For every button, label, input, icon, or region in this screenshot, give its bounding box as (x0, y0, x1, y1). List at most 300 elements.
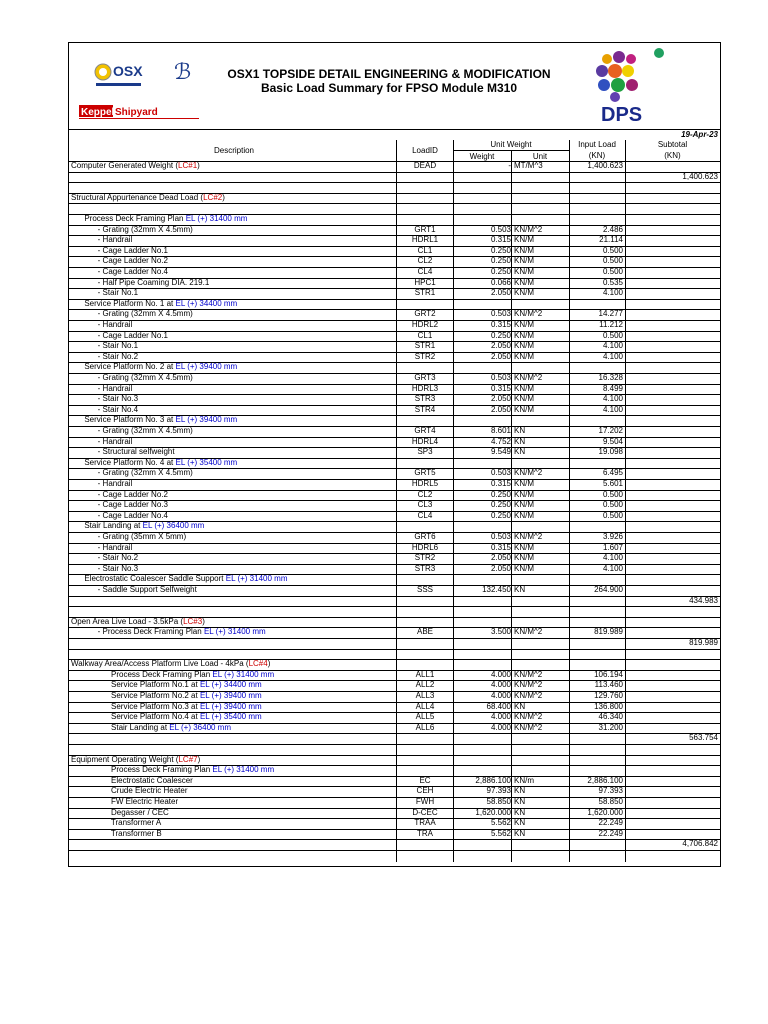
row-loadid (397, 182, 453, 193)
row-subtotal: 4,706.842 (682, 839, 718, 849)
row-description (71, 797, 397, 808)
row-description (71, 638, 397, 649)
row-unit: KN/M^2 (514, 680, 543, 690)
row-unit (514, 172, 569, 183)
svg-text:Shipyard: Shipyard (115, 107, 158, 118)
row-loadid: ALL3 (415, 691, 435, 700)
row-unit (514, 458, 569, 469)
elevation-label: EL (+) 36400 mm (142, 521, 205, 531)
description-tail: ) (222, 192, 225, 202)
row-description (71, 331, 397, 342)
row-unit (514, 193, 569, 204)
row-weight (453, 172, 511, 183)
col-divider (511, 150, 512, 862)
description-text: - Cage Ladder No.2 (71, 489, 168, 499)
row-unit: KN/M (514, 320, 534, 329)
row-loadid: ALL5 (415, 712, 435, 722)
dps-logo-graphic (574, 43, 719, 129)
row-unit: KN/M (514, 256, 534, 266)
row-weight (453, 182, 511, 193)
row-unit (514, 214, 569, 225)
row-subtotal (628, 712, 718, 723)
row-weight: 4.000 (490, 680, 511, 690)
row-description (71, 585, 397, 596)
row-subtotal (628, 511, 718, 522)
row-unit (514, 362, 569, 373)
row-input-load: 19.098 (598, 447, 623, 457)
row-loadid: STR2 (414, 553, 436, 563)
row-input-load: 136.800 (594, 701, 623, 711)
row-input-load (569, 733, 623, 744)
row-input-load (569, 755, 623, 766)
row-description (71, 606, 397, 617)
row-subtotal (628, 670, 718, 681)
row-description (71, 627, 397, 638)
row-subtotal (628, 246, 718, 257)
row-subtotal (628, 765, 718, 776)
row-weight: 2,886.100 (475, 775, 511, 785)
row-subtotal (628, 532, 718, 543)
row-unit: KN/M (514, 330, 534, 340)
row-weight: 0.250 (490, 500, 511, 510)
row-input-load: 17.202 (598, 426, 623, 435)
row-weight (453, 649, 511, 660)
row-subtotal (628, 649, 718, 660)
row-input-load: 819.989 (594, 627, 623, 637)
row-unit: KN (514, 585, 526, 594)
row-unit: KN/M^2 (514, 309, 543, 319)
row-description (71, 320, 397, 331)
row-unit: KN/M (514, 563, 534, 573)
row-input-load: 4.100 (602, 394, 623, 404)
row-subtotal (628, 553, 718, 564)
row-loadid (397, 415, 453, 426)
row-loadid (397, 839, 453, 850)
row-input-load: 11.212 (599, 320, 623, 329)
row-weight (453, 596, 511, 607)
row-description (71, 161, 397, 172)
row-description (71, 680, 397, 691)
col-subtotal: Subtotal (657, 140, 688, 149)
elevation-label: EL (+) 31400 mm (203, 627, 266, 637)
row-subtotal (628, 341, 718, 352)
row-loadid: EC (419, 775, 431, 785)
row-unit: KN/M (514, 489, 534, 499)
description-text: - Handrail (71, 542, 133, 552)
description-text: - Stair No.2 (71, 553, 139, 563)
description-text: - Grating (32mm X 4.5mm) (71, 309, 193, 319)
row-description (71, 649, 397, 660)
row-unit: KN (514, 447, 526, 457)
row-loadid: STR1 (414, 288, 436, 298)
row-subtotal: 434.983 (689, 595, 718, 605)
row-input-load: 5.601 (602, 479, 623, 488)
elevation-label: EL (+) 31400 mm (225, 574, 288, 584)
row-subtotal (628, 627, 718, 638)
row-input-load: 0.500 (602, 245, 623, 255)
row-description (71, 256, 397, 267)
elevation-label: EL (+) 35400 mm (175, 457, 238, 467)
row-input-load: 0.500 (602, 256, 623, 266)
row-weight (453, 362, 511, 373)
row-description (71, 278, 397, 289)
col-unit-weight: Unit Weight (490, 140, 532, 149)
row-description (71, 415, 397, 426)
row-description (71, 744, 397, 755)
row-loadid: STR2 (414, 351, 436, 361)
row-input-load: 113.460 (594, 680, 623, 690)
row-subtotal (628, 776, 718, 787)
row-description (71, 691, 397, 702)
row-input-load (569, 574, 623, 585)
svg-text:ℬ: ℬ (174, 59, 192, 84)
row-subtotal (628, 543, 718, 554)
row-loadid (397, 214, 453, 225)
row-input-load (569, 596, 623, 607)
row-weight: 5.562 (490, 818, 511, 828)
row-loadid (397, 193, 453, 204)
row-loadid: ABE (416, 627, 433, 637)
row-input-load (569, 839, 623, 850)
description-text: - Cage Ladder No.1 (71, 330, 168, 340)
row-description (71, 532, 397, 543)
description-text: - Handrail (71, 383, 133, 393)
row-input-load: 129.760 (594, 691, 623, 700)
row-input-load (569, 638, 623, 649)
row-unit: KN/M^2 (514, 627, 543, 637)
row-input-load (569, 744, 623, 755)
row-input-load (569, 299, 623, 310)
row-weight: 58.850 (486, 797, 511, 806)
elevation-label: EL (+) 39400 mm (175, 362, 238, 372)
row-weight: 0.503 (490, 532, 511, 541)
row-loadid: CL4 (417, 510, 433, 520)
row-unit (514, 203, 569, 214)
description-text: Degasser / CEC (71, 807, 169, 817)
row-loadid (397, 521, 453, 532)
row-input-load: 4.100 (602, 341, 623, 351)
description-text: Process Deck Framing Plan (71, 214, 186, 223)
row-subtotal (628, 490, 718, 501)
row-loadid: HPC1 (414, 277, 436, 287)
row-unit: KN/M (514, 383, 534, 393)
elevation-label: EL (+) 36400 mm (169, 722, 232, 732)
row-input-load (569, 182, 623, 193)
row-unit: KN (514, 797, 526, 806)
row-input-load (569, 362, 623, 373)
description-text: Computer Generated Weight ( (71, 161, 179, 170)
row-description (71, 829, 397, 840)
row-input-load: 0.500 (602, 267, 623, 276)
row-description (71, 818, 397, 829)
row-subtotal (628, 437, 718, 448)
row-loadid: ALL4 (415, 701, 435, 711)
row-input-load (569, 458, 623, 469)
row-weight: - (508, 161, 511, 170)
row-description (71, 543, 397, 554)
col-description: Description (213, 146, 254, 155)
row-unit: KN/M^2 (514, 712, 543, 722)
row-unit (514, 617, 569, 628)
row-subtotal (628, 818, 718, 829)
row-weight (453, 744, 511, 755)
row-input-load: 0.500 (602, 510, 623, 520)
row-weight: 2.050 (490, 394, 511, 404)
row-unit: KN (514, 807, 526, 817)
row-unit: KN/M^2 (514, 373, 543, 382)
row-loadid (397, 203, 453, 214)
description-text: - Stair No.2 (71, 351, 139, 361)
load-case-tag: LC#2 (203, 192, 223, 202)
description-text: Service Platform No.3 at (71, 701, 200, 711)
row-subtotal (628, 256, 718, 267)
row-loadid (397, 458, 453, 469)
description-text: - Stair No.1 (71, 288, 139, 298)
row-unit: KN/m (514, 775, 534, 785)
row-input-load: 4.100 (602, 563, 623, 573)
row-input-load (569, 617, 623, 628)
row-description (71, 437, 397, 448)
row-loadid: HDRL6 (411, 542, 439, 552)
row-subtotal (628, 309, 718, 320)
elevation-label: EL (+) 34400 mm (175, 298, 238, 308)
row-subtotal (628, 405, 718, 416)
row-subtotal (628, 362, 718, 373)
row-input-load: 21.114 (599, 235, 623, 245)
description-text: - Stair No.3 (71, 394, 139, 404)
row-input-load (569, 415, 623, 426)
row-subtotal (628, 299, 718, 310)
row-unit (514, 606, 569, 617)
description-tail: ) (267, 659, 271, 669)
row-input-load: 1.607 (602, 542, 623, 552)
row-input-load: 0.500 (602, 330, 623, 340)
row-input-load (569, 203, 623, 214)
row-description (71, 702, 397, 713)
row-description (71, 712, 397, 723)
row-loadid: HDRL3 (411, 383, 439, 393)
row-unit (514, 744, 569, 755)
col-input-load: Input Load (578, 140, 616, 149)
date-row (69, 130, 720, 140)
description-tail: ) (197, 161, 200, 170)
row-description (71, 384, 397, 395)
row-loadid: CL2 (417, 489, 433, 499)
description-text: Equipment Operating Weight ( (71, 754, 179, 764)
row-loadid: TRAA (414, 818, 436, 828)
row-weight: 0.250 (490, 510, 511, 520)
row-unit: KN/M^2 (514, 722, 543, 732)
description-text: - Handrail (71, 235, 133, 245)
row-unit: KN/M (514, 479, 534, 488)
svg-text:OSX: OSX (113, 63, 143, 79)
row-subtotal (628, 680, 718, 691)
row-subtotal (628, 267, 718, 278)
table-row (69, 839, 720, 851)
row-loadid: STR3 (414, 394, 436, 404)
row-weight: 8.601 (490, 426, 511, 435)
description-text: - Grating (32mm X 4.5mm) (71, 224, 193, 234)
row-weight: 2.050 (490, 351, 511, 361)
row-subtotal (628, 278, 718, 289)
description-text: - Cage Ladder No.4 (71, 267, 168, 276)
row-description (71, 553, 397, 564)
row-loadid: ALL6 (415, 722, 435, 732)
row-loadid: TRA (417, 828, 433, 838)
row-unit: KN/M (514, 404, 534, 414)
row-weight: 0.250 (490, 330, 511, 340)
row-input-load: 2.486 (602, 224, 623, 234)
row-loadid: CL2 (417, 256, 433, 266)
row-input-load (569, 193, 623, 204)
row-subtotal (628, 723, 718, 734)
row-description (71, 723, 397, 734)
row-description (71, 394, 397, 405)
row-loadid (397, 617, 453, 628)
row-description (71, 447, 397, 458)
row-input-load: 4.100 (602, 553, 623, 563)
row-subtotal (628, 786, 718, 797)
row-loadid: CL4 (417, 267, 433, 276)
row-unit: KN (514, 701, 526, 711)
row-loadid: SP3 (417, 447, 433, 457)
row-weight (453, 203, 511, 214)
row-input-load: 97.393 (598, 786, 623, 796)
description-text: - Cage Ladder No.1 (71, 245, 168, 255)
row-loadid (397, 638, 453, 649)
description-text: Process Deck Framing Plan (71, 669, 213, 679)
row-weight: 0.315 (490, 479, 511, 488)
row-subtotal (628, 161, 718, 172)
row-description (71, 617, 397, 628)
row-description (71, 468, 397, 479)
description-text: Service Platform No.4 at (71, 712, 200, 722)
col-divider (453, 140, 454, 862)
row-description (71, 500, 397, 511)
row-weight: 0.250 (490, 245, 511, 255)
col-subtotal-unit: (KN) (664, 151, 681, 160)
row-unit: KN/M (514, 235, 534, 245)
row-loadid (397, 744, 453, 755)
svg-text:Keppel: Keppel (81, 107, 115, 118)
row-input-load: 46.340 (598, 712, 623, 722)
row-weight (453, 193, 511, 204)
row-description (71, 235, 397, 246)
row-loadid: D-CEC (412, 807, 438, 817)
row-weight: 4.000 (490, 722, 511, 732)
row-subtotal (628, 447, 718, 458)
row-input-load: 8.499 (602, 383, 623, 393)
row-weight: 1,620.000 (475, 807, 511, 817)
description-text: - Stair No.3 (71, 563, 139, 573)
row-subtotal (628, 214, 718, 225)
row-input-load: 16.328 (598, 373, 623, 382)
row-weight: 9.549 (490, 447, 511, 457)
elevation-label: EL (+) 39400 mm (199, 701, 262, 711)
row-description (71, 574, 397, 585)
description-text: - Half Pipe Coaming DIA. 219.1 (71, 277, 210, 287)
description-text: - Structural selfweight (71, 447, 175, 457)
row-input-load (569, 649, 623, 660)
document-title: OSX1 TOPSIDE DETAIL ENGINEERING & MODIFICATION (227, 67, 551, 81)
row-description (71, 765, 397, 776)
document-subtitle: Basic Load Summary for FPSO Module M310 (260, 81, 518, 95)
row-subtotal: 563.754 (689, 733, 718, 743)
row-subtotal (628, 702, 718, 713)
row-subtotal (628, 808, 718, 819)
row-input-load: 22.249 (598, 818, 623, 828)
elevation-label: EL (+) 31400 mm (212, 669, 275, 679)
row-subtotal (628, 320, 718, 331)
description-text: Service Platform No.1 at (71, 680, 200, 690)
row-unit: KN (514, 426, 526, 435)
row-subtotal (628, 415, 718, 426)
row-weight (453, 521, 511, 532)
osx-keppel-logo (69, 43, 211, 129)
row-loadid (397, 172, 453, 183)
row-loadid (397, 606, 453, 617)
row-input-load: 1,620.000 (587, 807, 623, 817)
row-unit (514, 659, 569, 670)
row-input-load (569, 521, 623, 532)
dps-logo (574, 43, 719, 129)
row-subtotal (628, 659, 718, 670)
row-unit (514, 415, 569, 426)
row-input-load: 3.926 (602, 532, 623, 541)
row-description (71, 182, 397, 193)
row-description (71, 733, 397, 744)
row-loadid: GRT3 (414, 373, 436, 382)
row-unit: KN/M (514, 245, 534, 255)
row-description (71, 479, 397, 490)
row-input-load (569, 659, 623, 670)
row-unit: KN (514, 436, 526, 446)
description-text: - Handrail (71, 436, 133, 446)
row-unit: KN (514, 818, 526, 828)
row-input-load: 0.535 (602, 277, 623, 287)
row-weight: 0.503 (490, 468, 511, 478)
row-input-load (569, 765, 623, 776)
row-description (71, 405, 397, 416)
description-text: Walkway Area/Access Platform Live Load - 4kPa ( (71, 659, 249, 669)
row-unit (514, 182, 569, 193)
row-weight: 0.503 (490, 373, 511, 382)
elevation-label: EL (+) 31400 mm (185, 214, 248, 223)
row-loadid (397, 659, 453, 670)
row-subtotal (628, 617, 718, 628)
row-description (71, 458, 397, 469)
row-unit (514, 638, 569, 649)
row-description (71, 246, 397, 257)
row-loadid: CL1 (417, 245, 433, 255)
row-weight: 0.250 (490, 256, 511, 266)
row-subtotal (628, 182, 718, 193)
col-loadid: LoadID (412, 146, 438, 155)
row-weight: 0.066 (490, 277, 511, 287)
row-unit (514, 574, 569, 585)
description-text: Electrostatic Coalescer (71, 775, 193, 785)
row-subtotal (628, 458, 718, 469)
description-text: Transformer B (71, 828, 162, 838)
row-subtotal (628, 373, 718, 384)
row-description (71, 670, 397, 681)
row-loadid: ALL1 (415, 669, 435, 679)
row-weight (453, 214, 511, 225)
description-text: - Handrail (71, 479, 133, 488)
row-subtotal (628, 225, 718, 236)
row-description (71, 659, 397, 670)
description-text: - Grating (32mm X 4.5mm) (71, 373, 193, 382)
